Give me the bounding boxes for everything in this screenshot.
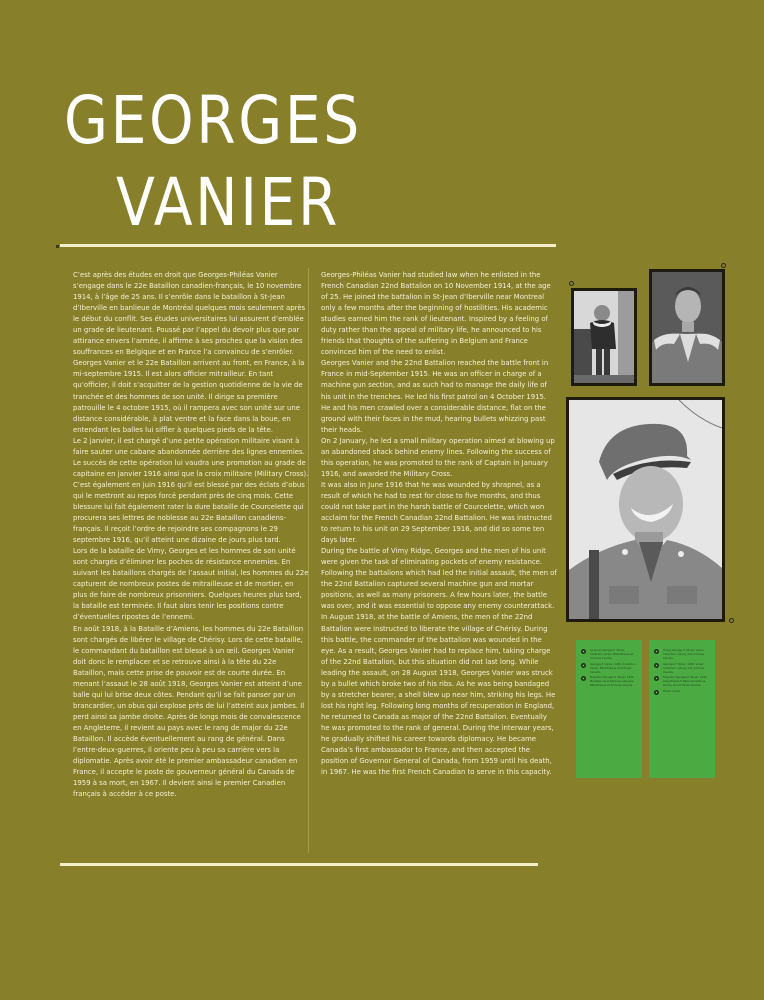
caption-text: Georges P. Vanier, 1906. Vanier Collection, Library and Archives Canada.	[663, 662, 705, 674]
french-paragraph: Lors de la bataille de Vimy, Georges et les hommes de son unité sont chargés d’éliminer les poches de résistance ennemies. En suivant les bataillons chargés de l’assaut initial, les hommes du 22e capturent de nombreux postes de mitrailleuse et de mortier, en plus de faire de nombreux prisonniers. Quelques heures plus tard, la bataille est terminée. Il faut alors tenir les positions contre d’éventuelles ripostes de l’ennemi.	[73, 547, 309, 622]
caption-item	[654, 649, 711, 661]
caption-item	[581, 676, 638, 688]
caption-number-icon	[581, 649, 586, 654]
photo-marker-icon	[729, 618, 734, 623]
caption-item	[581, 663, 638, 675]
english-paragraph: In August 1918, at the battle of Amiens, the men of the 22nd Battalion were instructed to liberate the village of Chérisy. During this battle, the commander of the battalion was wounded in the eye. As a result, Georges Vanier had to replace him, taking charge of the 22nd Battalion, but this situation did not last long. While leading the assault, on 28 August 1918, Georges Vanier was struck by a bullet which broke two of his ribs. As he was being bandaged by a stretcher bearer, a shell blew up near him, striking his legs. He lost his right leg. Following long months of recuperation in England, he returned to Canada as major of the 22nd Battalion. Eventually he was promoted to the rank of general. During the interwar years, he gradually shifted his career towards diplomacy. He became Canada’s first ambassador to France, and then accepted the position of Governor General of Canada, from 1959 until his death, in 1967. He was the first French Canadian to serve in this capacity.	[321, 613, 556, 777]
caption-number-icon	[654, 649, 659, 654]
french-paragraph: C’est également en juin 1916 qu’il est blessé par des éclats d’obus qui le mettront au repos forcé pendant près de cinq mois. Cette blessure lui fait également rater la dure bataille de Courcelette qui procurera ses lettres de noblesse au 22e Bataillon canadiens-français. Il reçoit l’ordre de rejoindre ses compagnons le 29 septembre 1916, qu’il atteint une dizaine de jours plus tard.	[73, 480, 305, 545]
french-paragraph: Georges Vanier et le 22e Bataillon arrivent au front, en France, à la mi-septembre 1915. Il est alors officier mitrailleur. En tant qu’officier, il doit s’acquitter de la gestion quotidienne de la vie de tranchée et des hommes de son unité. Il dirige sa première patrouille le 4 octobre 1915, où il rampera avec son unité sur une distance considérable, à plat ventre et la face dans la boue, en entendant les balles lui siffler à quelques pieds de la tête.	[73, 359, 305, 434]
graduate-portrait-image	[652, 272, 722, 383]
caption-number-icon	[581, 676, 586, 681]
photo-credits-english	[649, 640, 715, 778]
child-portrait-image	[574, 291, 634, 383]
french-text-column	[73, 270, 309, 800]
caption-text: Young Georges P. Vanier. Vanier Collection, Library and Archives Canada.	[663, 649, 705, 660]
caption-text: Brigadier Georges P. Vanier, 1942. Ministère de la Défense nationale, Bibliothèque et Archives Canada.	[590, 676, 635, 688]
caption-item	[654, 676, 711, 688]
caption-item	[654, 663, 711, 675]
caption-item	[654, 690, 711, 694]
caption-text: Photo credits.	[663, 690, 681, 694]
caption-text: Le jeune Georges P. Vanier. Collection Vanier, Bibliothèque et Archives Canada.	[590, 649, 634, 660]
caption-text: Georges P. Vanier, 1906. Collection Vanier, Bibliothèque et Archives Canada.	[590, 662, 636, 674]
english-paragraph: Georges Vanier and the 22nd Battalion reached the battle front in France in mid-September 1915. He was an officer in charge of a machine gun section, and as such had to manage the daily life of his unit in the trenches. He led his first patrol on 4 October 1915. He and his men crawled over a considerable distance, flat on the ground with their faces in the mud, hearing bullets whizzing past their heads.	[321, 359, 549, 434]
divider-marker	[56, 245, 59, 248]
photo-credits-french	[576, 640, 642, 778]
english-paragraph: On 2 January, he led a small military operation aimed at blowing up an abandoned shack behind enemy lines. Following the success of this operation, he was promoted to the rank of Captain in January 1916, and awarded the Military Cross.	[321, 436, 555, 478]
english-text-column	[321, 270, 557, 778]
bottom-divider	[60, 863, 538, 866]
photo-child	[571, 288, 637, 386]
caption-text: Brigadier Georges P. Vanier, 1942. Department of National Defence, Library and Archives Canada.	[663, 676, 708, 688]
photo-graduate	[649, 269, 725, 386]
french-paragraph: C’est après des études en droit que Georges-Philéas Vanier s’engage dans le 22e Bataillon canadien-français, le 10 novembre 1914, à l’âge de 25 ans. Il s’enrôle dans le bataillon à St-Jean d’Iberville en banlieue de Montréal quelques mois seulement après le début du conflit. Ses études universitaires lui assurent d’emblée un grade de lieutenant. Poussé par l’appel du devoir plus que par attirance envers l’armée, il affirme à ses proches que la vision des souffrances en Belgique et en France l’a convaincu de s’enrôler.	[73, 271, 306, 357]
caption-number-icon	[654, 676, 659, 681]
caption-number-icon	[654, 690, 659, 695]
french-paragraph: En août 1918, à la Bataille d’Amiens, les hommes du 22e Bataillon sont chargés de libérer le village de Chérisy. Lors de cette bataille, le commandant du bataillon est blessé à un œil. Georges Vanier doit donc le remplacer et se retrouve ainsi à la tête du 22e Bataillon, mais cette prise de pouvoir est de courte durée. En menant l’assaut le 28 août 1918, Georges Vanier est atteint d’une balle qui lui brise deux côtes. Pendant qu’il se fait panser par un brancardier, un obus qui explose près de lui l’atteint aux jambes. Il perd ainsi sa jambe droite. Après de longs mois de convalescence en Angleterre, il revient au pays avec le rang de major du 22e Bataillon. Il accède éventuellement au rang de général. Dans l’entre-deux-guerres, il oriente peu à peu sa carrière vers la diplomatie. Après avoir été le premier ambassadeur canadien en France, il accepte le poste de gouverneur général du Canada de 1959 à sa mort, en 1967. Il devient ainsi le premier Canadien français à accéder à ce poste.	[73, 624, 305, 799]
english-paragraph: Georges-Philéas Vanier had studied law when he enlisted in the French Canadian 22nd Battalion on 10 November 1914, at the age of 25. He joined the battalion in St-Jean d’Iberville near Montreal only a few months after the beginning of hostilities. His academic studies earned him the rank of lieutenant. Inspired by a feeling of duty rather than the appeal of military life, he announced to his friends that thoughts of the suffering in Belgium and France convinced him of the need to enlist.	[321, 271, 551, 357]
officer-portrait-image	[569, 400, 722, 619]
french-paragraph: Le 2 janvier, il est chargé d’une petite opération militaire visant à faire sauter une cabane abandonnée derrière des lignes ennemies. Le succès de cette opération lui vaudra une promotion au grade de capitaine en janvier 1916 ainsi que la croix militaire (Military Cross).	[73, 436, 309, 478]
photo-marker-icon	[721, 263, 726, 268]
top-divider	[60, 244, 556, 247]
caption-item	[581, 649, 638, 661]
photo-marker-icon	[569, 281, 574, 286]
title-line-1: GEORGES	[64, 82, 362, 159]
title-line-2: VANIER	[116, 164, 341, 241]
caption-number-icon	[654, 663, 659, 668]
caption-number-icon	[581, 663, 586, 668]
column-divider	[308, 268, 309, 853]
photo-officer	[566, 397, 725, 622]
english-paragraph: It was also in June 1916 that he was wounded by shrapnel, as a result of which he had to rest for close to five months, and thus could not take part in the harsh battle of Courcelette, which won acclaim for the French Canadian 22nd Battalion. He was instructed to return to his unit on 29 September 1916, and did so some ten days later.	[321, 480, 552, 545]
english-paragraph: During the battle of Vimy Ridge, Georges and the men of his unit were given the task of eliminating pockets of enemy resistance. Following the battalions which had led the initial assault, the men of the 22nd Battalion captured several machine gun and mortar positions, as well as many prisoners. A few hours later, the battle was over, and it was essential to oppose any enemy counterattack.	[321, 547, 557, 611]
